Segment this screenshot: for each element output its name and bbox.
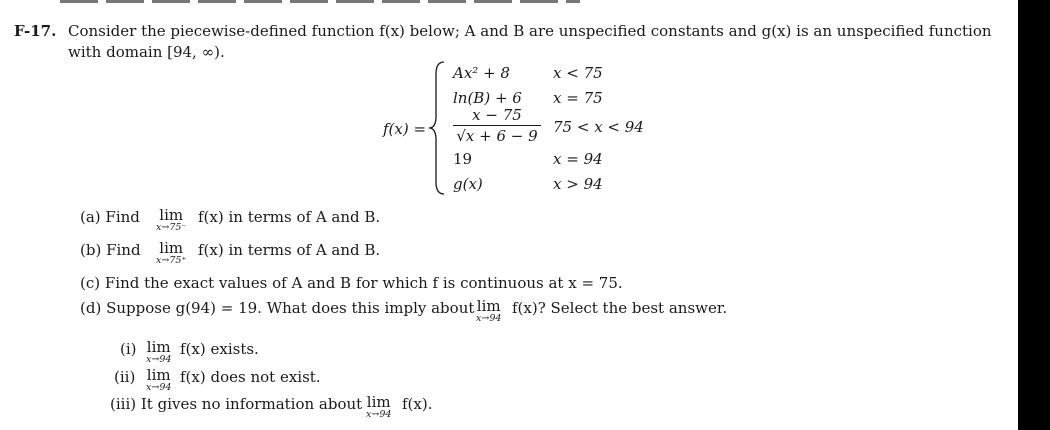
part-c-text: (c) Find the exact values of A and B for which f is continuous at x = 75.: [80, 274, 623, 292]
case-2-expr: ln(B) + 6: [453, 89, 522, 107]
case-5-expr: g(x): [453, 175, 483, 193]
part-a-text: f(x) in terms of A and B.: [198, 208, 381, 226]
case-5-cond: x > 94: [553, 175, 603, 193]
case-3-numerator: x − 75: [472, 106, 522, 124]
case-1-expr: Ax² + 8: [453, 64, 510, 82]
case-4-cond: x = 94: [553, 150, 603, 168]
choice-ii-limit: [146, 368, 171, 393]
part-d-limit: [476, 299, 501, 324]
limit-subscript: x→75⁻: [156, 222, 187, 233]
part-d-text: f(x)? Select the best answer.: [512, 299, 728, 317]
case-4-expr: 19: [453, 150, 473, 168]
choice-ii-label: (ii): [114, 368, 136, 386]
case-1-cond: x < 75: [553, 64, 603, 82]
case-3-denominator: √x + 6 − 9: [456, 127, 538, 145]
choice-ii-text: f(x) does not exist.: [180, 368, 321, 386]
limit-word: lim: [159, 239, 184, 257]
limit-subscript: x→94: [146, 382, 172, 393]
problem-statement-line1: Consider the piecewise-defined function f(x) below; A and B are unspecified constants and g(x) is an unspecified function: [68, 22, 992, 40]
choice-iii-text: f(x).: [402, 395, 433, 413]
part-b-prefix: (b) Find: [80, 241, 141, 259]
limit-word: lim: [146, 366, 171, 384]
part-d-prefix: (d) Suppose g(94) = 19. What does this imply about: [80, 299, 475, 317]
choice-i-text: f(x) exists.: [180, 340, 259, 358]
fraction-bar: [453, 125, 541, 126]
choice-i-limit: [146, 340, 171, 365]
limit-word: lim: [146, 338, 171, 356]
choice-iii-label: (iii) It gives no information about: [110, 395, 363, 413]
part-a-limit: [156, 208, 186, 233]
case-3-fraction: [453, 106, 541, 145]
limit-subscript: x→94: [146, 354, 172, 365]
limit-subscript: x→94: [476, 313, 502, 324]
part-b-text: f(x) in terms of A and B.: [198, 241, 381, 259]
cropped-text-edge: [60, 0, 580, 3]
function-lhs: f(x) =: [383, 120, 427, 138]
left-brace: [428, 60, 448, 200]
limit-subscript: x→75⁺: [156, 255, 187, 266]
scrollbar-edge: [1018, 0, 1050, 430]
limit-word: lim: [476, 297, 501, 315]
choice-i-label: (i): [120, 340, 137, 358]
problem-label: F-17.: [14, 22, 57, 40]
part-a-prefix: (a) Find: [80, 208, 140, 226]
choice-iii-limit: [366, 395, 391, 420]
part-b-limit: [156, 241, 186, 266]
case-2-cond: x = 75: [553, 89, 603, 107]
limit-word: lim: [366, 393, 391, 411]
limit-word: lim: [159, 206, 184, 224]
problem-statement-line2: with domain [94, ∞).: [68, 43, 225, 61]
limit-subscript: x→94: [366, 409, 392, 420]
case-3-cond: 75 < x < 94: [553, 118, 644, 136]
